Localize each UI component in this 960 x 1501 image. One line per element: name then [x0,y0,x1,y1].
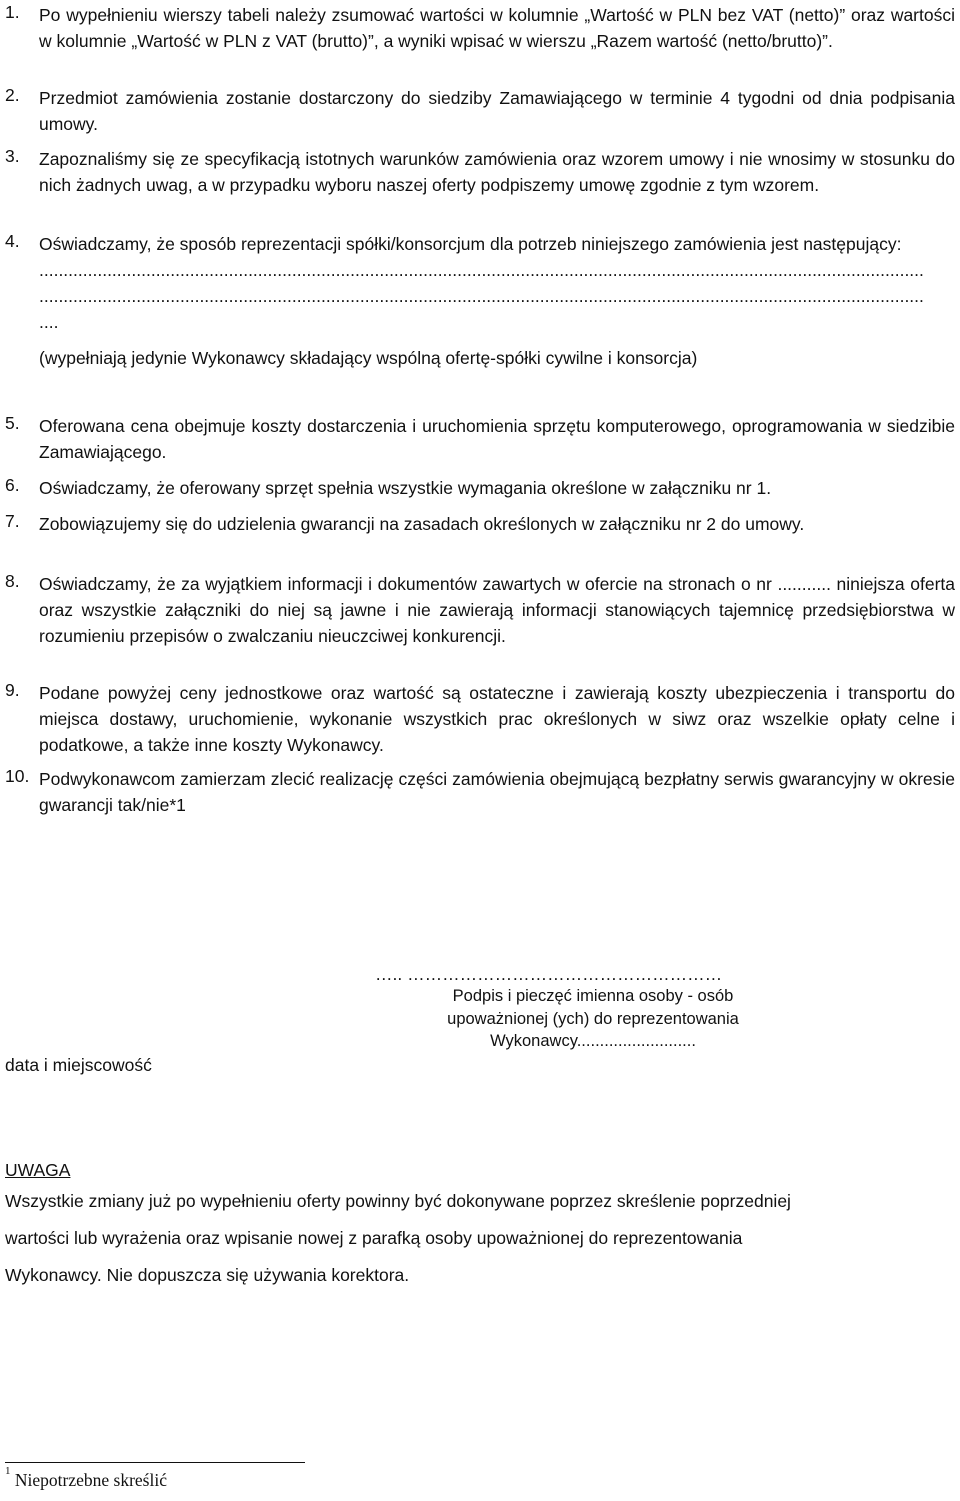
item-number: 5. [5,413,20,433]
item-number: 9. [5,680,20,700]
item-text: Oświadczamy, że oferowany sprzęt spełnia wszystkie wymagania określone w załączniku nr 1. [39,478,772,498]
item-text: Oferowana cena obejmuje koszty dostarczenia i uruchomienia sprzętu komputerowego, oprogramowania w siedzibie Zamawiającego. [39,416,955,462]
list-item-5 [5,413,955,465]
uwaga-text-line: Wykonawcy. Nie dopuszcza się używania korektora. [5,1265,410,1285]
footnote-text: Niepotrzebne skreślić [10,1470,167,1490]
signature-caption-line: Wykonawcy.......................... [490,1032,696,1050]
uwaga-text-line: Wszystkie zmiany już po wypełnieniu oferty powinny być dokonywane poprzez skreślenie poprzedniej [5,1191,791,1211]
item-number: 4. [5,231,20,251]
footnote [5,1465,167,1491]
footnote-divider [5,1462,305,1463]
item-text: Podwykonawcom zamierzam zlecić realizację części zamówienia obejmującą bezpłatny serwis gwarancyjny w okresie gwarancji tak/nie*1 [39,769,955,815]
uwaga-text-line: wartości lub wyrażenia oraz wpisanie nowej z parafką osoby upoważnionej do reprezentowania [5,1228,743,1248]
item-note: (wypełniają jedynie Wykonawcy składający wspólną ofertę-spółki cywilne i konsorcja) [39,348,698,368]
item-number: 7. [5,511,20,531]
item-text: Zobowiązujemy się do udzielenia gwarancji na zasadach określonych w załączniku nr 2 do umowy. [39,514,805,534]
item-number: 3. [5,146,20,166]
signature-caption-line: Podpis i pieczęć imienna osoby - osób [452,987,734,1005]
signature-caption-line: upoważnionej (ych) do reprezentowania [447,1009,739,1028]
item-number: 6. [5,475,20,495]
item-text: Oświadczamy, że za wyjątkiem informacji i dokumentów zawartych w ofercie na stronach o nr ........... niniejsza oferta oraz wszystkie załączniki do niej są jawne i nie zawierają informacji stanowiących tajemnicę przedsiębiorstwa w rozumieniu przepisów o zwalczaniu nieuczciwej konkurencji. [39,574,955,646]
item-text: Przedmiot zamówienia zostanie dostarczony do siedziby Zamawiającego w terminie 4 tygodni od dnia podpisania umowy. [39,88,955,134]
item-text: Po wypełnieniu wierszy tabeli należy zsumować wartości w kolumnie „Wartość w PLN bez VAT (netto)” oraz wartości w kolumnie „Wartość w PLN z VAT (brutto)”, a wyniki wpisać w wierszu „Razem wartość (netto/brutto)”. [39,5,955,51]
item-text: Podane powyżej ceny jednostkowe oraz wartość są ostateczne i zawierają koszty ubezpieczenia i transportu do miejsca dostawy, uruchomienie, wykonanie wszystkich prac określonych w siwz oraz wszelkie opłaty celne i podatkowe, a także inne koszty Wykonawcy. [39,683,955,755]
item-text: Zapoznaliśmy się ze specyfikacją istotnych warunków zamówienia oraz wzorem umowy i nie wnosimy w stosunku do nich żadnych uwag, a w przypadku wyboru naszej oferty podpiszemy umowę zgodnie z tym wzorem. [39,149,955,195]
list-item-7 [5,511,955,537]
list-item-4 [5,231,955,371]
fill-in-dots-line[interactable]: ...................................................................................................................................................................................... [39,260,924,280]
list-item-3 [5,146,955,198]
item-number: 1. [5,2,20,22]
signature-dots[interactable]: ….. ……………………………………………… [375,964,723,984]
fill-in-dots-line[interactable]: .... [39,312,59,332]
list-item-9 [5,680,955,758]
fill-in-dots-line[interactable]: ...................................................................................................................................................................................... [39,286,924,306]
item-text: Oświadczamy, że sposób reprezentacji spółki/konsorcjum dla potrzeb niniejszego zamówienia jest następujący: [39,234,902,254]
list-item-10 [5,766,955,818]
list-item-1 [5,2,955,54]
list-item-6 [5,475,955,501]
item-number: 2. [5,85,20,105]
item-number: 8. [5,571,20,591]
date-place-label: data i miejscowość [5,1055,152,1075]
signature-caption [408,985,778,1053]
list-item-2 [5,85,955,137]
footnote-marker: 1 [5,1465,11,1478]
item-number: 10. [5,766,30,786]
uwaga-heading: UWAGA [5,1160,71,1180]
list-item-8 [5,571,955,649]
